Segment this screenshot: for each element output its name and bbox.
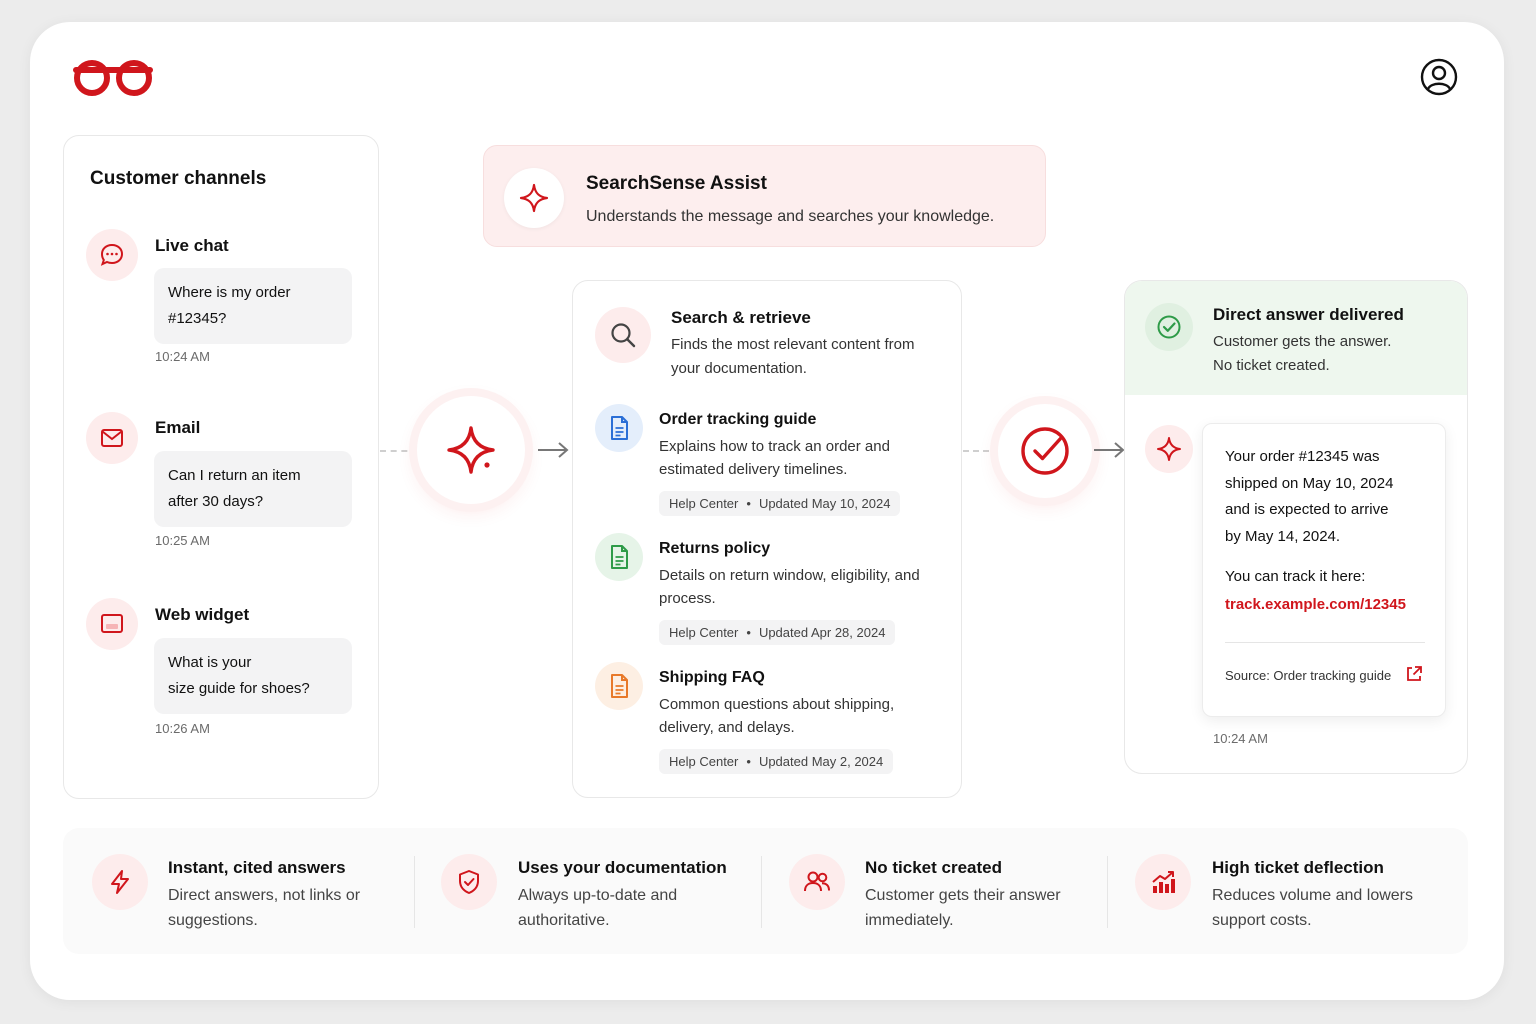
- glasses-logo-icon[interactable]: [72, 58, 154, 98]
- doc-meta-badge: Help Center • Updated May 2, 2024: [659, 749, 893, 774]
- feature-title: High ticket deflection: [1212, 858, 1384, 877]
- channels-title: Customer channels: [90, 168, 267, 189]
- track-label: You can track it here:: [1225, 568, 1366, 585]
- trend-up-icon: [1135, 854, 1191, 910]
- source-label: Source: Order tracking guide: [1225, 668, 1392, 683]
- customer-channels-card: [63, 135, 379, 799]
- email-timestamp: 10:25 AM: [155, 533, 210, 548]
- answer-timestamp: 10:24 AM: [1213, 731, 1268, 746]
- feature-description: Reduces volume and lowers support costs.: [1212, 887, 1413, 929]
- search-retrieve-card: [572, 280, 962, 798]
- external-link-icon[interactable]: [1405, 665, 1423, 683]
- feature-description: Always up-to-date and authoritative.: [518, 887, 678, 929]
- document-icon-green: [595, 533, 643, 581]
- channel-name-email: Email: [155, 418, 201, 437]
- sparkle-icon: [504, 168, 564, 228]
- doc-description: Common questions about shipping, delivery, and delays.: [659, 696, 895, 736]
- doc-description: Details on return window, eligibility, and process.: [659, 567, 920, 607]
- feature-title: No ticket created: [865, 858, 1002, 877]
- arrow-right-icon: [1092, 440, 1126, 460]
- assist-description: Understands the message and searches your knowledge.: [586, 208, 995, 225]
- result-title: Direct answer delivered: [1213, 305, 1404, 324]
- feature-title: Uses your documentation: [518, 858, 727, 877]
- channel-name-live-chat: Live chat: [155, 236, 229, 255]
- divider: [414, 856, 415, 928]
- doc-title-order-tracking[interactable]: Order tracking guide: [659, 411, 817, 428]
- divider: [1225, 642, 1425, 643]
- search-icon: [595, 307, 651, 363]
- check-circle-icon: [1145, 303, 1193, 351]
- feature-title: Instant, cited answers: [168, 858, 346, 877]
- chat-message-bubble: Where is my order #12345?: [154, 268, 352, 344]
- answer-bubble: [1202, 423, 1446, 717]
- users-icon: [789, 854, 845, 910]
- result-header: [1125, 281, 1467, 395]
- mail-icon: [86, 412, 138, 464]
- email-message-bubble: Can I return an item after 30 days?: [154, 451, 352, 527]
- doc-description: Explains how to track an order and estimated delivery timelines.: [659, 438, 890, 478]
- searchsense-assist-banner: [483, 145, 1046, 247]
- channel-name-web-widget: Web widget: [155, 605, 250, 624]
- check-hub-icon: [998, 404, 1092, 498]
- doc-meta-badge: Help Center • Updated Apr 28, 2024: [659, 620, 895, 645]
- doc-title-shipping-faq[interactable]: Shipping FAQ: [659, 669, 765, 686]
- flow-connector: [963, 450, 999, 452]
- direct-answer-card: [1124, 280, 1468, 774]
- doc-title-returns-policy[interactable]: Returns policy: [659, 540, 771, 557]
- feature-description: Customer gets their answer immediately.: [865, 887, 1061, 929]
- sparkle-icon: [1145, 425, 1193, 473]
- flow-connector: [380, 450, 418, 452]
- result-description: Customer gets the answer. No ticket created.: [1213, 333, 1392, 374]
- answer-text: Your order #12345 was shipped on May 10, 2024 and is expected to arrive by May 14, 2024.: [1225, 448, 1394, 545]
- widget-icon: [86, 598, 138, 650]
- search-description: Finds the most relevant content from your documentation.: [671, 336, 915, 377]
- doc-meta-badge: Help Center • Updated May 10, 2024: [659, 491, 900, 516]
- sparkle-hub-icon: [417, 396, 525, 504]
- feature-description: Direct answers, not links or suggestions.: [168, 887, 361, 929]
- chat-bubble-icon: [86, 229, 138, 281]
- search-title: Search & retrieve: [671, 308, 811, 327]
- shield-check-icon: [441, 854, 497, 910]
- chat-timestamp: 10:24 AM: [155, 349, 210, 364]
- user-circle-icon[interactable]: [1420, 58, 1458, 96]
- divider: [1107, 856, 1108, 928]
- divider: [761, 856, 762, 928]
- widget-timestamp: 10:26 AM: [155, 721, 210, 736]
- features-bar: [63, 828, 1468, 954]
- arrow-right-icon: [536, 440, 570, 460]
- document-icon-blue: [595, 404, 643, 452]
- tracking-link[interactable]: track.example.com/12345: [1225, 596, 1406, 613]
- assist-title: SearchSense Assist: [586, 173, 767, 194]
- lightning-icon: [92, 854, 148, 910]
- document-icon-orange: [595, 662, 643, 710]
- widget-message-bubble: What is your size guide for shoes?: [154, 638, 352, 714]
